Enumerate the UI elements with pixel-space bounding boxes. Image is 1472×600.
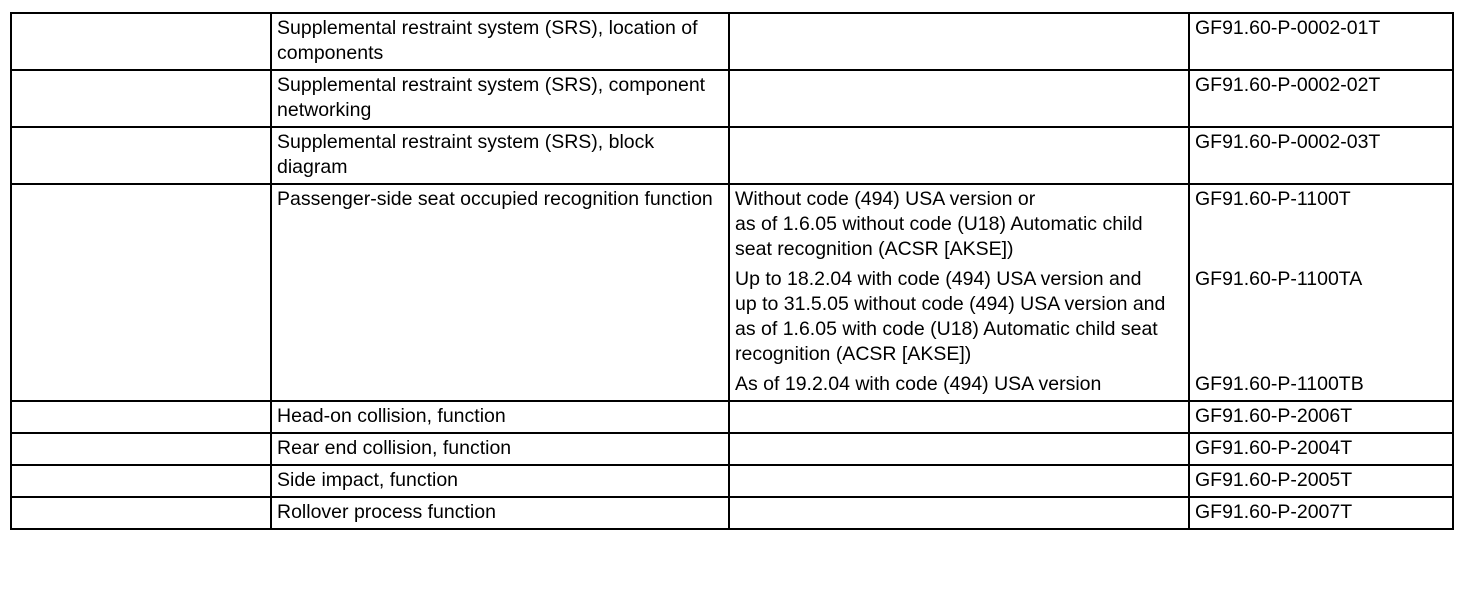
condition-cell <box>729 184 1189 401</box>
function-title-cell: Head-on collision, function <box>271 401 729 433</box>
blank-cell <box>11 184 271 401</box>
blank-cell <box>11 401 271 433</box>
condition-cell <box>729 127 1189 184</box>
condition-entry: Without code (494) USA version or as of 1.6.05 without code (U18) Automatic child seat recognition (ACSR [AKSE]) <box>735 188 1143 260</box>
function-title-cell: Side impact, function <box>271 465 729 497</box>
condition-cell <box>729 401 1189 433</box>
function-title-cell: Rear end collision, function <box>271 433 729 465</box>
table-row <box>11 13 1453 70</box>
document-number-cell[interactable]: GF91.60-P-2006T <box>1189 401 1453 433</box>
blank-cell <box>11 70 271 127</box>
blank-cell <box>11 433 271 465</box>
document-number-cell[interactable]: GF91.60-P-0002-01T <box>1189 13 1453 70</box>
condition-cell <box>729 497 1189 529</box>
table-row <box>11 184 1453 401</box>
document-number-cell[interactable]: GF91.60-P-0002-03T <box>1189 127 1453 184</box>
table-row <box>11 433 1453 465</box>
table-row <box>11 497 1453 529</box>
condition-entry: Up to 18.2.04 with code (494) USA version and up to 31.5.05 without code (494) USA version and as of 1.6.05 with code (U18) Automatic child seat recognition (ACSR [AKSE]) <box>735 268 1166 365</box>
document-number-cell[interactable]: GF91.60-P-2004T <box>1189 433 1453 465</box>
condition-cell <box>729 13 1189 70</box>
document-number-link[interactable]: GF91.60-P-1100TB <box>1195 373 1364 395</box>
document-number-cell[interactable]: GF91.60-P-0002-02T <box>1189 70 1453 127</box>
condition-cell <box>729 433 1189 465</box>
document-number-link[interactable]: GF91.60-P-1100T <box>1195 188 1351 210</box>
blank-cell <box>11 13 271 70</box>
condition-cell <box>729 70 1189 127</box>
document-number-link[interactable]: GF91.60-P-1100TA <box>1195 268 1363 290</box>
blank-cell <box>11 465 271 497</box>
srs-document-table <box>10 12 1454 530</box>
condition-entry: As of 19.2.04 with code (494) USA version <box>735 373 1102 395</box>
function-title-cell: Supplemental restraint system (SRS), location of components <box>271 13 729 70</box>
table-row <box>11 70 1453 127</box>
document-number-cell[interactable]: GF91.60-P-2007T <box>1189 497 1453 529</box>
table-row <box>11 401 1453 433</box>
blank-cell <box>11 497 271 529</box>
document-number-cell <box>1189 184 1453 401</box>
table-row <box>11 127 1453 184</box>
blank-cell <box>11 127 271 184</box>
condition-cell <box>729 465 1189 497</box>
function-title-cell: Supplemental restraint system (SRS), block diagram <box>271 127 729 184</box>
function-title-cell: Supplemental restraint system (SRS), component networking <box>271 70 729 127</box>
document-number-cell[interactable]: GF91.60-P-2005T <box>1189 465 1453 497</box>
function-title-cell: Rollover process function <box>271 497 729 529</box>
table-row <box>11 465 1453 497</box>
function-title-cell: Passenger-side seat occupied recognition function <box>271 184 729 401</box>
